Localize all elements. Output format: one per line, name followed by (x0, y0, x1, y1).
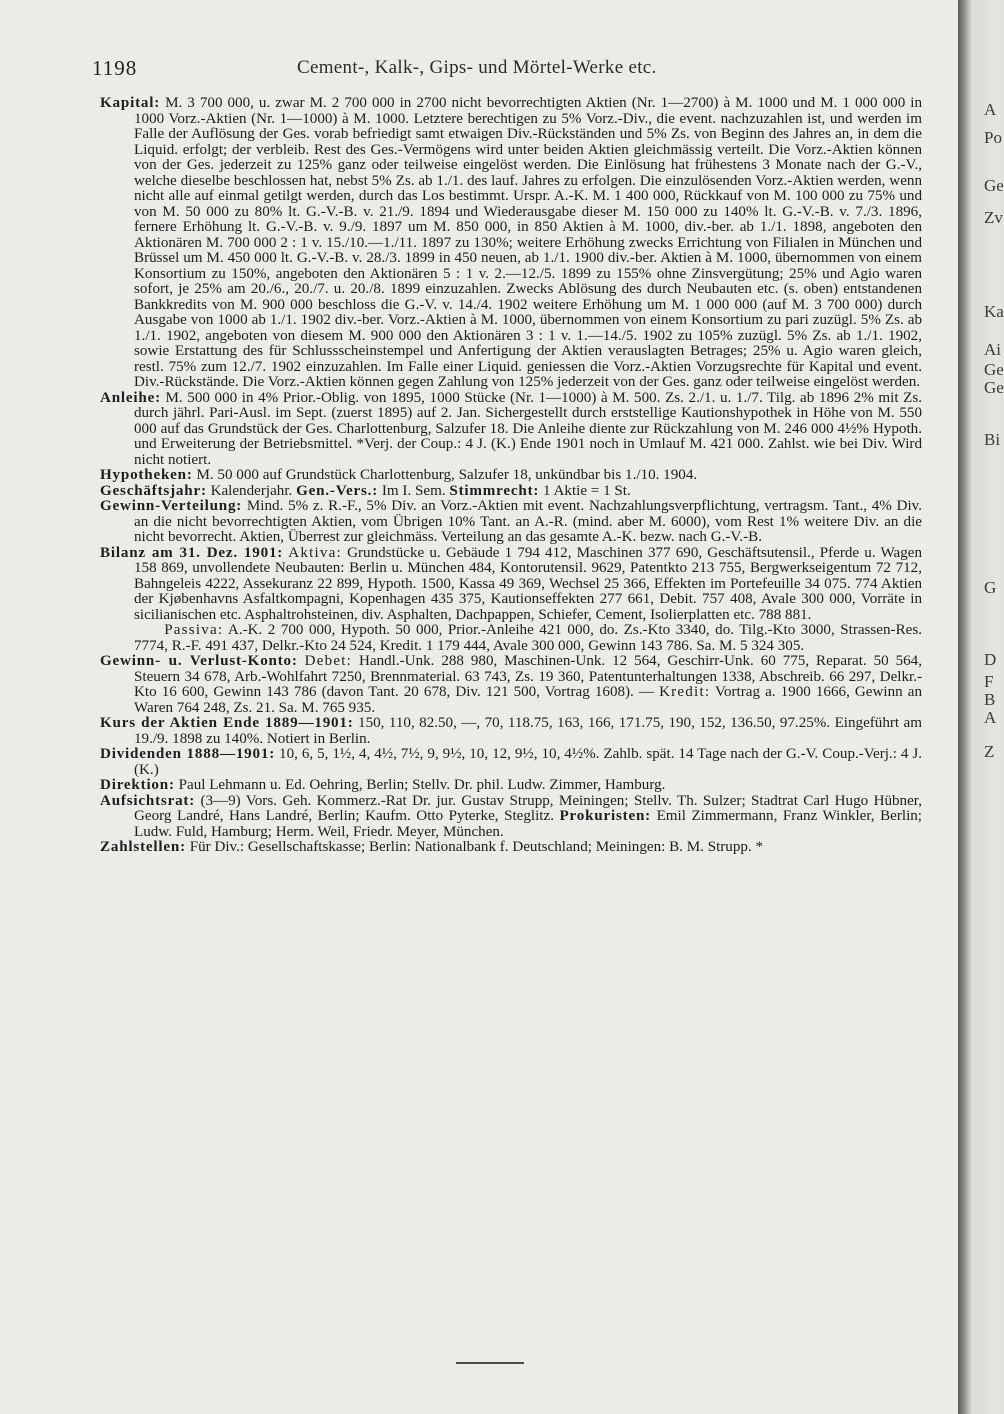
margin-fragment: Bi (984, 430, 1001, 449)
text-stimmrecht: 1 Aktie = 1 St. (543, 482, 631, 499)
text-debet: Handl.-Unk. 288 980, Maschinen-Unk. 12 564, Geschirr-Unk. 60 775, Reparat. 50 564, Steuern 34 678, Arb.-Wohlfahrt 7250, Brennmaterial. 63 743, Zs. 19 360, Patentunterhaltungen 1338, Abschreib. 66 297, Delkr.-Kto 16 600, Gewinn 143 786 (davon Tant. 20 678, Div. 121 500, Vortrag 1608). — (134, 653, 923, 700)
label-gewinn-verteilung: Gewinn-Verteilung: (100, 498, 243, 514)
text-dividenden: 10, 6, 5, 1½, 4, 4½, 7½, 9, 9½, 10, 12, 9½, 10, 4½%. Zahlb. spät. 14 Tage nach der G.-V. Coup.-Verj.: 4 J. (K.) (134, 746, 922, 778)
label-direktion: Direktion: (100, 777, 175, 793)
end-rule (456, 1362, 524, 1364)
margin-fragment: Ai (984, 340, 1001, 359)
label-kurs: Kurs der Aktien Ende 1889—1901: (100, 715, 354, 731)
margin-fragment: Ge (984, 360, 1004, 379)
margin-fragment: A (984, 100, 997, 119)
section-dividenden (100, 747, 922, 778)
text-aufsichtsrat: (3—9) Vors. Geh. Kommerz.-Rat Dr. jur. Gustav Strupp, Meiningen; Stellv. Th. Sulzer; Stadtrat Carl Hugo Hübner, Georg Landré, Hans Landré, Berlin; Kaufm. Otto Pyterke, Steglitz. (134, 792, 923, 824)
text-aktiva: Grundstücke u. Gebäude 1 794 412, Maschinen 377 690, Geschäftsutensil., Pferde u. Wagen 158 869, unvollendete Neubauten: Berlin u. München 484, Kontorutensil. 9629, Patentkto 213 755, Bergwerkseigentum 72 712, Bahngeleis 4222, Assekuranz 22 899, Hypoth. 1500, Kassa 49 369, Wechsel 25 366, Effekten im Portefeuille 34 075. 774 Aktien der Kjøbenhavns Asfaltkompagni, Kopenhagen 435 375, Kautionseffekten 277 661, Debit. 757 408, Avale 300 000, Vorräte in sicilianischen etc. Asphaltrohsteinen, div. Asphalten, Dachpappen, Schiefer, Cement, Isolierplatten etc. 788 881. (134, 544, 922, 623)
label-debet: Debet: (304, 653, 353, 669)
margin-fragment: Ka (984, 302, 1004, 321)
label-dividenden: Dividenden 1888—1901: (100, 746, 276, 762)
margin-fragment: Po (984, 128, 1002, 147)
section-hypotheken (100, 468, 922, 484)
text-zahlstellen: Für Div.: Gesellschaftskasse; Berlin: Nationalbank f. Deutschland; Meiningen: B. M. Strupp. * (189, 839, 764, 855)
text-gen-vers: Im I. Sem. (381, 482, 446, 499)
margin-fragment: Ge (984, 176, 1004, 195)
page-header (92, 56, 922, 86)
main-text (100, 96, 922, 856)
text-prokuristen: Emil Zimmermann, Franz Winkler, Berlin; Ludw. Fuld, Hamburg; Herm. Weil, Friedr. Meyer, München. (134, 808, 923, 840)
section-bilanz-passiva (100, 623, 922, 654)
margin-fragment: Ge (984, 378, 1004, 397)
margin-fragment: D (984, 650, 997, 669)
margin-fragment: F (984, 672, 994, 691)
label-anleihe: Anleihe: (100, 389, 161, 406)
section-direktion (100, 778, 922, 794)
section-kapital (100, 96, 922, 391)
label-zahlstellen: Zahlstellen: (100, 839, 186, 855)
page-number: 1198 (92, 56, 138, 80)
section-geschaeftsjahr (100, 484, 922, 500)
text-kredit: Vortrag a. 1900 1666, Gewinn an Waren 764 248, Zs. 21. Sa. M. 765 935. (134, 684, 922, 716)
section-gewinn-verlust (100, 654, 922, 716)
label-gewinn-verlust: Gewinn- u. Verlust-Konto: (100, 653, 298, 669)
label-stimmrecht: Stimmrecht: (449, 482, 540, 499)
adjacent-page-edge (958, 0, 1004, 1414)
label-bilanz: Bilanz am 31. Dez. 1901: (100, 544, 284, 561)
margin-fragment: Z (984, 742, 995, 761)
label-aufsichtsrat: Aufsichtsrat: (100, 792, 196, 809)
text-anleihe: M. 500 000 in 4% Prior.-Oblig. von 1895, 1000 Stücke (Nr. 1—1000) à M. 500. Zs. 2./1. u. 1./7. Tilg. ab 1896 2% mit Zs. durch jährl. Pari-Ausl. im Sept. (zuerst 1895) auf 2. Jan. Sichergestellt durch erststellige Kautionshypothek in Höhe von M. 550 000 auf das Grundstück der Ges. Charlottenburg, Salzufer 18. Die Anleihe diente zur Rückzahlung von M. 246 000 4½% Hypoth. und Erweiterung der Betriebsmittel. *Verj. der Coup.: 4 J. (K.) Ende 1901 noch in Umlauf M. 421 000. Zahlst. wie bei Div. Wird nicht notiert. (134, 389, 922, 468)
text-passiva: A.-K. 2 700 000, Hypoth. 50 000, Prior.-Anleihe 421 000, do. Zs.-Kto 3340, do. Tilg.-Kto 3000, Strassen-Res. 7774, R.-F. 491 437, Delkr.-Kto 24 524, Kredit. 1 179 444, Avale 300 000, Gewinn 143 786. Sa. M. 5 324 305. (134, 622, 922, 654)
section-aufsichtsrat (100, 794, 922, 841)
label-hypotheken: Hypotheken: (100, 467, 193, 483)
margin-fragment: Zv (984, 208, 1003, 227)
label-kredit: Kredit: (659, 684, 711, 700)
label-kapital: Kapital: (100, 95, 161, 111)
label-gen-vers: Gen.-Vers.: (296, 482, 379, 499)
margin-fragment: A (984, 708, 997, 727)
section-bilanz (100, 546, 922, 624)
text-direktion: Paul Lehmann u. Ed. Oehring, Berlin; Stellv. Dr. phil. Ludw. Zimmer, Hamburg. (178, 777, 666, 793)
label-passiva: Passiva: (164, 622, 224, 638)
text-kapital: M. 3 700 000, u. zwar M. 2 700 000 in 2700 nicht bevorrechtigten Aktien (Nr. 1—2700) à M. 1000 und M. 1 000 000 in 1000 Vorz.-Aktien (Nr. 1—1000) à M. 1000. Letztere berechtigen zu 5% Vorz.-Div., die event. nachzuzahlen ist, und werden im Falle der Auflösung der Ges. vorab befriedigt samt etwaigen Div.-Rückständen und 5% Zs. von Beginn des Jahres an, in dem die Liquid. erfolgt; der verbleib. Rest des Ges.-Vermögens wird unter beiden Aktien gleichmässig verteilt. Die Vorz.-Aktien können von der Ges. jederzeit zu 125% ganz oder teilweise eingelöst werden. Die Einlösung hat frühestens 3 Monate nach der G.-V., welche dieselbe beschlossen hat, nebst 5% Zs. ab 1./1. des lauf. Jahres zu erfolgen. Die einzulösenden Vorz.-Aktien werden, wenn nicht alle auf einmal getilgt werden, durch das Los bestimmt. Urspr. A.-K. M. 1 400 000, Rückkauf von M. 100 000 zu 75% und von M. 50 000 zu 80% lt. G.-V.-B. v. 21./9. 1894 und Wiederausgabe dieser M. 150 000 zu 140% lt. G.-V.-B. v. 7./3. 1896, fernere Erhöhung lt. G.-V.-B. v. 9./9. 1897 um M. 850 000, in 850 Aktien à M. 1000, div.-ber. ab 1./1. 1898, angeboten den Aktionären M. 700 000 2 : 1 v. 15./10.—1./11. 1897 zu 130%; weitere Erhöhung zwecks Errichtung von Filialen in München und Brüssel um M. 450 000 lt. G.-V.-B. v. 28./3. 1899 in 450 neuen, ab 1./1. 1900 div.-ber. Aktien à M. 1000, übernommen von einem Konsortium zu 150%, angeboten den Aktionären 5 : 1 v. 2.—12./5. 1899 zu 155% ohne Zinsvergütung; 25% und Agio waren sofort, je 25% am 20./6., 20./7. u. 20./8. 1899 einzuzahlen. Zwecks Ablösung des durch Neubauten etc. (s. oben) entstandenen Bankkredits von M. 900 000 beschloss die G.-V. v. 14./4. 1902 weitere Erhöhung um M. 1 000 000 (auf M. 3 700 000) durch Ausgabe von 1000 ab 1./1. 1902 div.-ber. Vorz.-Aktien à M. 1000, übernommen von einem Konsortium zu pari zuzügl. 5% Zs. ab 1./1. 1902, angeboten von diesem M. 900 000 den Aktionären 3 : 1 v. 1.—14./5. 1902 zu 105% zuzügl. 5% Zs. ab 1./1. 1902, sowie Erstattung des für Schlussscheinstempel und Anfertigung der Aktien verauslagten Betrages; 25% u. Agio waren gleich, restl. 75% zum 12./7. 1902 einzuzahlen. Im Falle einer Liquid. geniessen die Vorz.-Aktien Vorzugsrechte für Kapital und event. Div.-Rückstände. Die Vorz.-Aktien können gegen Zahlung von 125% jederzeit von der Ges. ganz oder teilweise eingelöst werden. (134, 95, 922, 390)
section-anleihe (100, 391, 922, 469)
text-hypotheken: M. 50 000 auf Grundstück Charlottenburg, Salzufer 18, unkündbar bis 1./10. 1904. (196, 467, 698, 483)
label-geschaeftsjahr: Geschäftsjahr: (100, 482, 207, 499)
text-gewinn-verteilung: Mind. 5% z. R.-F., 5% Div. an Vorz.-Aktien mit event. Nachzahlungsverpflichtung, vertragsm. Tant., 4% Div. an die nicht bevorrechtigten Aktien, vom Übrigen 10% Tant. an A.-R. (mind. aber M. 6000), vom Rest 1% weitere Div. an die nicht bevorrecht. Aktien, Überrest zur gleichmäss. Verteilung an das gesamte A.-K. bezw. nach G.-V.-B. (134, 498, 922, 545)
text-kurs: 150, 110, 82.50, —, 70, 118.75, 163, 166, 171.75, 190, 152, 136.50, 97.25%. Eingeführt am 19./9. 1898 zu 140%. Notiert in Berlin. (134, 715, 922, 747)
section-kurs (100, 716, 922, 747)
section-zahlstellen (100, 840, 922, 856)
label-aktiva: Aktiva: (288, 544, 342, 561)
running-head: Cement-, Kalk-, Gips- und Mörtel-Werke etc. (297, 57, 657, 78)
text-geschaeftsjahr: Kalenderjahr. (210, 482, 293, 499)
label-prokuristen: Prokuristen: (559, 808, 652, 824)
margin-fragment: B (984, 690, 996, 709)
margin-fragment: G (984, 578, 997, 597)
section-gewinn-verteilung (100, 499, 922, 546)
